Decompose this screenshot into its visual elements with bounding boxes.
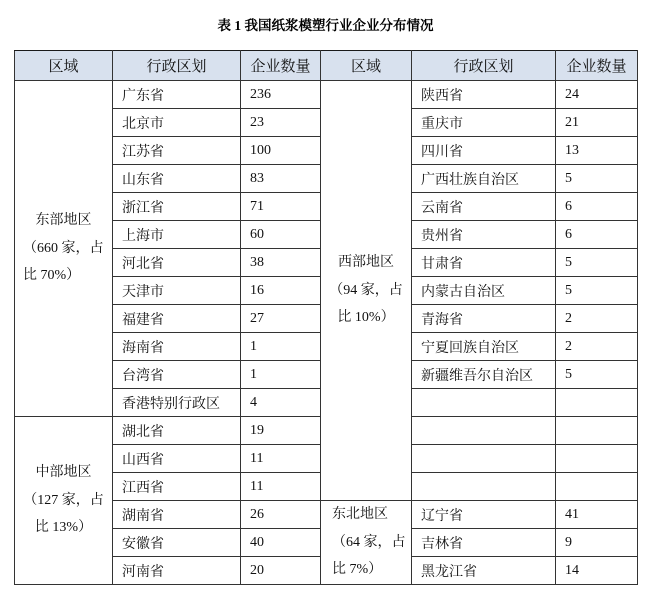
region-note: 比 13%） (34, 520, 93, 536)
division-cell: 浙江省 (113, 193, 241, 221)
count-cell: 1 (241, 333, 321, 361)
count-cell: 6 (556, 193, 638, 221)
division-cell: 河北省 (113, 249, 241, 277)
count-cell: 16 (241, 277, 321, 305)
count-cell: 11 (241, 473, 321, 501)
division-cell: 湖北省 (113, 417, 241, 445)
division-cell: 安徽省 (113, 529, 241, 557)
region-name: 中部地区 (35, 465, 92, 481)
region-cell-east (15, 81, 113, 417)
division-cell: 内蒙古自治区 (412, 277, 556, 305)
count-cell: 40 (241, 529, 321, 557)
count-cell: 1 (241, 361, 321, 389)
distribution-table (14, 50, 638, 585)
region-note: （660 家，占 (23, 240, 104, 256)
empty-cell (412, 445, 556, 473)
header-division-left: 行政区划 (113, 51, 241, 81)
division-cell: 天津市 (113, 277, 241, 305)
count-cell: 5 (556, 165, 638, 193)
empty-cell (412, 417, 556, 445)
division-cell: 贵州省 (412, 221, 556, 249)
division-cell: 江苏省 (113, 137, 241, 165)
count-cell: 236 (241, 81, 321, 109)
count-cell: 13 (556, 137, 638, 165)
division-cell: 辽宁省 (412, 501, 556, 529)
region-note: 比 7%） (332, 562, 383, 578)
division-cell: 宁夏回族自治区 (412, 333, 556, 361)
empty-cell (556, 389, 638, 417)
division-cell: 广东省 (113, 81, 241, 109)
division-cell: 江西省 (113, 473, 241, 501)
header-count-right: 企业数量 (556, 51, 638, 81)
empty-cell (412, 389, 556, 417)
header-row (15, 51, 638, 81)
count-cell: 9 (556, 529, 638, 557)
count-cell: 19 (241, 417, 321, 445)
region-name: 西部地区 (338, 255, 394, 271)
division-cell: 河南省 (113, 557, 241, 585)
count-cell: 71 (241, 193, 321, 221)
count-cell: 5 (556, 249, 638, 277)
count-cell: 4 (241, 389, 321, 417)
count-cell: 11 (241, 445, 321, 473)
count-cell: 41 (556, 501, 638, 529)
count-cell: 38 (241, 249, 321, 277)
empty-cell (556, 473, 638, 501)
region-note: 比 70%） (23, 268, 81, 284)
header-count-left: 企业数量 (241, 51, 321, 81)
division-cell: 四川省 (412, 137, 556, 165)
empty-cell (556, 445, 638, 473)
division-cell: 上海市 (113, 221, 241, 249)
header-region-left: 区域 (15, 51, 113, 81)
count-cell: 100 (241, 137, 321, 165)
region-name: 东北地区 (332, 507, 388, 523)
division-cell: 广西壮族自治区 (412, 165, 556, 193)
division-cell: 青海省 (412, 305, 556, 333)
division-cell: 陕西省 (412, 81, 556, 109)
division-cell: 台湾省 (113, 361, 241, 389)
region-name: 东部地区 (35, 213, 92, 229)
division-cell: 重庆市 (412, 109, 556, 137)
region-cell-central (15, 417, 113, 585)
count-cell: 23 (241, 109, 321, 137)
division-cell: 海南省 (113, 333, 241, 361)
region-note: 比 10%） (337, 310, 395, 326)
header-division-right: 行政区划 (412, 51, 556, 81)
division-cell: 山东省 (113, 165, 241, 193)
count-cell: 6 (556, 221, 638, 249)
count-cell: 5 (556, 361, 638, 389)
empty-cell (412, 473, 556, 501)
count-cell: 83 (241, 165, 321, 193)
count-cell: 5 (556, 277, 638, 305)
count-cell: 20 (241, 557, 321, 585)
division-cell: 北京市 (113, 109, 241, 137)
count-cell: 27 (241, 305, 321, 333)
region-cell-west (321, 81, 412, 501)
region-note: （127 家，占 (23, 492, 104, 508)
division-cell: 新疆维吾尔自治区 (412, 361, 556, 389)
region-note: （64 家，占 (332, 534, 406, 550)
header-region-right: 区域 (321, 51, 412, 81)
division-cell: 甘肃省 (412, 249, 556, 277)
table-title: 表 1 我国纸浆模塑行业企业分布情况 (217, 18, 434, 33)
count-cell: 26 (241, 501, 321, 529)
count-cell: 21 (556, 109, 638, 137)
count-cell: 2 (556, 305, 638, 333)
region-note: （94 家，占 (329, 282, 403, 298)
division-cell: 吉林省 (412, 529, 556, 557)
count-cell: 24 (556, 81, 638, 109)
division-cell: 香港特别行政区 (113, 389, 241, 417)
division-cell: 黑龙江省 (412, 557, 556, 585)
division-cell: 湖南省 (113, 501, 241, 529)
count-cell: 14 (556, 557, 638, 585)
region-cell-northeast (321, 501, 412, 585)
division-cell: 山西省 (113, 445, 241, 473)
division-cell: 福建省 (113, 305, 241, 333)
count-cell: 60 (241, 221, 321, 249)
table-row (15, 81, 638, 109)
division-cell: 云南省 (412, 193, 556, 221)
count-cell: 2 (556, 333, 638, 361)
empty-cell (556, 417, 638, 445)
